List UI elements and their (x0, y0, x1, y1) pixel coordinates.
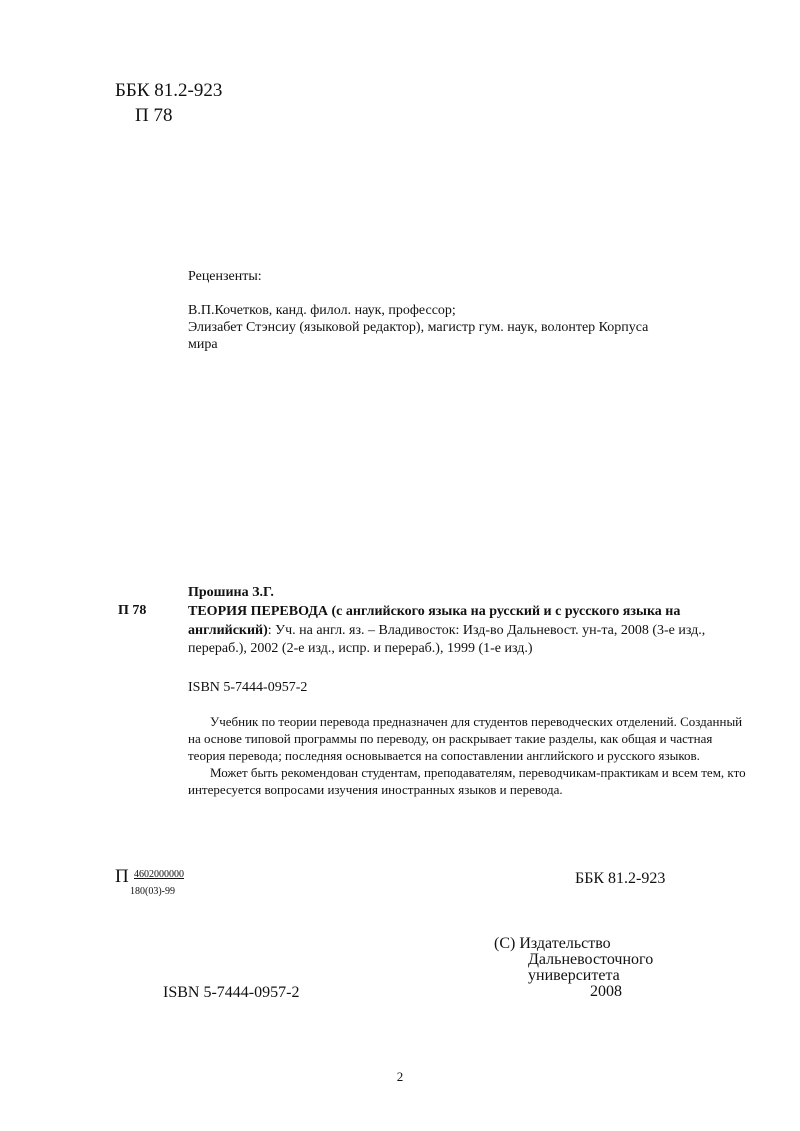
copyright-block (494, 936, 653, 1000)
annotation (188, 713, 748, 798)
book-title: ТЕОРИЯ ПЕРЕВОДА (с английского языка на русский и с русского языка на английский) (188, 604, 681, 638)
bbk-footer: ББК 81.2-923 (575, 870, 666, 887)
copyright-line: Дальневосточного (528, 951, 654, 968)
copyright-year: 2008 (590, 983, 622, 1000)
publication-info: : Уч. на англ. яз. – Владивосток: Изд-во Дальневост. ун-та, 2008 (3-е изд., перераб.), 2002 (2-е изд., испр. и перераб.), 1999 (1-е изд.) (188, 622, 706, 656)
reviewer-line: мира (188, 337, 218, 352)
reviewers-block (188, 268, 648, 353)
code-sub: 180(03)-99 (130, 886, 175, 897)
reviewer-line: В.П.Кочетков, канд. филол. наук, профессор; (188, 303, 456, 318)
page-number: 2 (396, 1069, 404, 1084)
reviewers-heading: Рецензенты: (188, 269, 262, 284)
copyright-line: (C) Издательство (494, 935, 611, 952)
entry-code: П 78 (118, 603, 147, 618)
code-letter: П (115, 866, 129, 887)
isbn-entry: ISBN 5-7444-0957-2 (188, 680, 308, 695)
reviewer-line: Элизабет Стэнсиу (языковой редактор), магистр гум. наук, волонтер Корпуса (188, 320, 649, 335)
bbk-index: ББК 81.2-923 (115, 80, 223, 101)
copyright-line: университета (528, 967, 620, 984)
annotation-paragraph: Может быть рекомендован студентам, преподавателям, переводчикам-практикам и всем тем, кто интересуется вопросами изучения иностранных языков и перевода. (188, 765, 746, 797)
code-number: 4602000000 (134, 869, 184, 880)
isbn-footer: ISBN 5-7444-0957-2 (163, 984, 300, 1001)
book-title-block (188, 603, 748, 659)
annotation-paragraph: Учебник по теории перевода предназначен для студентов переводческих отделений. Созданный на основе типовой программы по переводу, он раскрывает такие разделы, как общая и частная теория перевода; последняя основывается на сопоставлении английского и русского языков. (188, 714, 743, 763)
author-sign: П 78 (135, 105, 173, 126)
author-name: Прошина З.Г. (188, 585, 274, 600)
bbk-header (115, 78, 222, 128)
